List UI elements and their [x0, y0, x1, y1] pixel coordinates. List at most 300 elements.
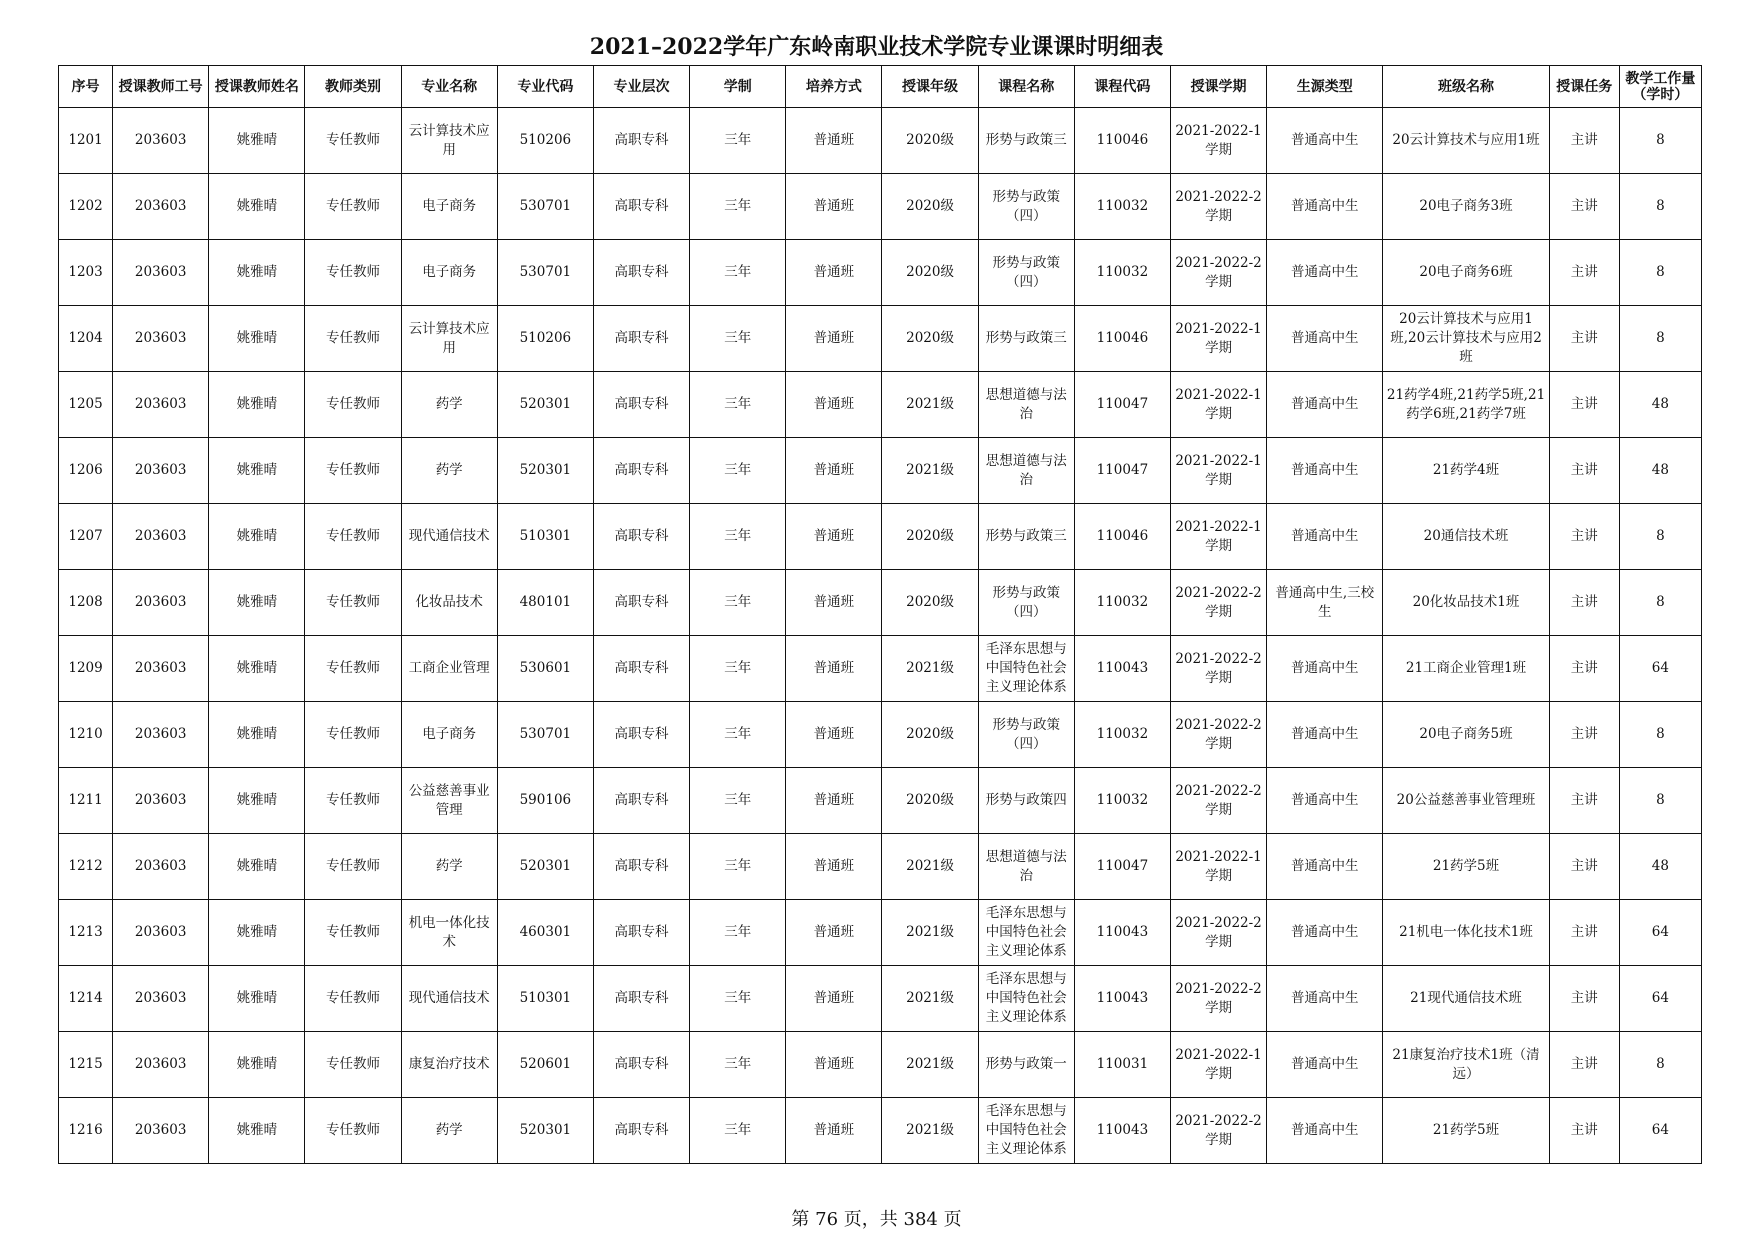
cell-major-code-text: 510301 [519, 528, 572, 544]
cell-teacher-id-text: 203603 [134, 330, 187, 346]
cell-course-code [1074, 108, 1170, 174]
cell-major-code-text: 510206 [519, 330, 572, 346]
cell-course-code-text: 110031 [1096, 1056, 1149, 1072]
cell-seq-text: 1202 [68, 198, 103, 214]
cell-course-code [1074, 834, 1170, 900]
cell-grade [882, 570, 978, 636]
cell-teacher-type-text: 专任教师 [326, 1122, 381, 1138]
cell-level-text: 高职专科 [614, 198, 669, 214]
table-row [59, 438, 1702, 504]
cell-workload [1619, 570, 1701, 636]
cell-task [1549, 768, 1619, 834]
cell-major-code [497, 306, 593, 372]
cell-task [1549, 504, 1619, 570]
cell-training-mode-text: 普通班 [813, 528, 855, 544]
cell-seq-text: 1216 [68, 1122, 103, 1138]
cell-class-name-text: 20电子商务3班 [1419, 198, 1513, 214]
cell-teacher-name [209, 504, 305, 570]
cell-workload-text: 8 [1656, 198, 1665, 214]
cell-workload [1619, 504, 1701, 570]
cell-level [593, 570, 689, 636]
cell-student-source-text: 普通高中生 [1291, 660, 1359, 676]
cell-teacher-id-text: 203603 [134, 990, 187, 1006]
cell-semester-text: 2021-2022-2学期 [1175, 188, 1262, 224]
cell-course-name-text: 形势与政策（四） [992, 188, 1060, 224]
cell-course-code [1074, 504, 1170, 570]
cell-course-name-text: 形势与政策三 [985, 330, 1067, 346]
cell-level-text: 高职专科 [614, 462, 669, 478]
cell-semester [1170, 108, 1266, 174]
cell-teacher-id [113, 372, 209, 438]
cell-seq [59, 966, 113, 1032]
cell-major-name-text: 药学 [435, 858, 463, 874]
cell-level-text: 高职专科 [614, 1122, 669, 1138]
cell-workload-text: 48 [1651, 858, 1669, 874]
cell-teacher-name-text: 姚雅晴 [236, 198, 278, 214]
header-teacher-id: 授课教师工号 [113, 66, 209, 108]
cell-level-text: 高职专科 [614, 594, 669, 610]
cell-course-name-text: 形势与政策一 [985, 1056, 1067, 1072]
cell-student-source-text: 普通高中生 [1291, 1056, 1359, 1072]
cell-duration [690, 504, 786, 570]
cell-teacher-id [113, 834, 209, 900]
table-row [59, 834, 1702, 900]
cell-teacher-type [305, 636, 401, 702]
cell-task-text: 主讲 [1570, 198, 1598, 214]
cell-teacher-type-text: 专任教师 [326, 990, 381, 1006]
cell-major-code-text: 460301 [519, 924, 572, 940]
cell-duration [690, 240, 786, 306]
cell-training-mode [786, 174, 882, 240]
cell-class-name [1383, 834, 1549, 900]
header-training-mode: 培养方式 [786, 66, 882, 108]
cell-semester-text: 2021-2022-1学期 [1175, 122, 1262, 158]
table-row [59, 108, 1702, 174]
header-semester: 授课学期 [1170, 66, 1266, 108]
cell-seq-text: 1211 [68, 792, 103, 808]
cell-level-text: 高职专科 [614, 924, 669, 940]
cell-teacher-id [113, 570, 209, 636]
cell-training-mode [786, 834, 882, 900]
cell-training-mode [786, 108, 882, 174]
cell-training-mode-text: 普通班 [813, 330, 855, 346]
cell-teacher-type [305, 306, 401, 372]
table-row [59, 1032, 1702, 1098]
cell-class-name [1383, 1098, 1549, 1164]
header-class-name: 班级名称 [1383, 66, 1549, 108]
cell-major-name [401, 306, 497, 372]
cell-course-name-text: 形势与政策（四） [992, 254, 1060, 290]
cell-teacher-type-text: 专任教师 [326, 132, 381, 148]
cell-major-name [401, 570, 497, 636]
cell-grade-text: 2021级 [906, 1056, 954, 1072]
cell-teacher-id [113, 1032, 209, 1098]
cell-seq [59, 372, 113, 438]
cell-training-mode-text: 普通班 [813, 264, 855, 280]
cell-seq-text: 1205 [68, 396, 103, 412]
cell-training-mode-text: 普通班 [813, 924, 855, 940]
cell-student-source-text: 普通高中生 [1291, 132, 1359, 148]
page-title: 2021–2022学年广东岭南职业技术学院专业课课时明细表 [589, 34, 1164, 60]
cell-workload [1619, 1032, 1701, 1098]
header-course-code: 课程代码 [1074, 66, 1170, 108]
cell-teacher-name-text: 姚雅晴 [236, 990, 278, 1006]
cell-teacher-type-text: 专任教师 [326, 1056, 381, 1072]
cell-grade-text: 2021级 [906, 396, 954, 412]
cell-teacher-name-text: 姚雅晴 [236, 396, 278, 412]
cell-duration-text: 三年 [724, 132, 752, 148]
cell-teacher-type [305, 1098, 401, 1164]
cell-task-text: 主讲 [1570, 528, 1598, 544]
cell-course-code-text: 110046 [1096, 528, 1149, 544]
cell-teacher-type [305, 966, 401, 1032]
cell-teacher-name-text: 姚雅晴 [236, 528, 278, 544]
cell-level-text: 高职专科 [614, 132, 669, 148]
cell-course-code [1074, 768, 1170, 834]
cell-grade [882, 834, 978, 900]
cell-semester [1170, 174, 1266, 240]
cell-class-name [1383, 438, 1549, 504]
cell-student-source-text: 普通高中生 [1291, 396, 1359, 412]
cell-major-name-text: 电子商务 [422, 198, 477, 214]
cell-teacher-id-text: 203603 [134, 792, 187, 808]
cell-course-name [978, 768, 1074, 834]
cell-major-name-text: 药学 [435, 1122, 463, 1138]
cell-class-name [1383, 504, 1549, 570]
cell-level [593, 240, 689, 306]
cell-teacher-name-text: 姚雅晴 [236, 858, 278, 874]
cell-training-mode [786, 768, 882, 834]
cell-teacher-id [113, 108, 209, 174]
cell-major-name [401, 636, 497, 702]
cell-teacher-name [209, 1098, 305, 1164]
table-row [59, 900, 1702, 966]
cell-level-text: 高职专科 [614, 528, 669, 544]
cell-teacher-type-text: 专任教师 [326, 198, 381, 214]
cell-grade [882, 372, 978, 438]
cell-training-mode [786, 306, 882, 372]
cell-course-name [978, 240, 1074, 306]
cell-major-name-text: 公益慈善事业管理 [408, 782, 490, 818]
cell-workload [1619, 768, 1701, 834]
cell-seq-text: 1204 [68, 330, 103, 346]
cell-teacher-name-text: 姚雅晴 [236, 462, 278, 478]
cell-major-name-text: 药学 [435, 396, 463, 412]
cell-duration-text: 三年 [724, 924, 752, 940]
cell-task [1549, 570, 1619, 636]
cell-task-text: 主讲 [1570, 792, 1598, 808]
cell-grade [882, 768, 978, 834]
table-body [59, 108, 1702, 1164]
cell-semester [1170, 438, 1266, 504]
cell-training-mode [786, 1098, 882, 1164]
cell-major-code-text: 530701 [519, 264, 572, 280]
cell-teacher-type-text: 专任教师 [326, 858, 381, 874]
cell-level [593, 504, 689, 570]
cell-major-code-text: 590106 [519, 792, 572, 808]
cell-course-name [978, 306, 1074, 372]
cell-teacher-type [305, 240, 401, 306]
cell-class-name [1383, 174, 1549, 240]
cell-teacher-id-text: 203603 [134, 1056, 187, 1072]
table-row [59, 174, 1702, 240]
cell-teacher-type [305, 108, 401, 174]
cell-student-source-text: 普通高中生,三校生 [1275, 584, 1375, 620]
cell-teacher-id-text: 203603 [134, 264, 187, 280]
cell-teacher-type [305, 702, 401, 768]
cell-task-text: 主讲 [1570, 462, 1598, 478]
cell-seq-text: 1201 [68, 132, 103, 148]
cell-grade-text: 2020级 [906, 264, 954, 280]
cell-grade [882, 240, 978, 306]
cell-training-mode-text: 普通班 [813, 396, 855, 412]
cell-course-name [978, 702, 1074, 768]
cell-course-name [978, 1032, 1074, 1098]
cell-duration-text: 三年 [724, 660, 752, 676]
cell-training-mode-text: 普通班 [813, 660, 855, 676]
cell-task [1549, 966, 1619, 1032]
cell-teacher-id [113, 966, 209, 1032]
cell-course-code-text: 110047 [1096, 858, 1149, 874]
cell-student-source [1267, 108, 1383, 174]
cell-teacher-type-text: 专任教师 [326, 396, 381, 412]
cell-course-code-text: 110043 [1096, 990, 1149, 1006]
header-task: 授课任务 [1549, 66, 1619, 108]
header-course-name: 课程名称 [978, 66, 1074, 108]
cell-level-text: 高职专科 [614, 1056, 669, 1072]
table-row [59, 966, 1702, 1032]
cell-semester-text: 2021-2022-2学期 [1175, 980, 1262, 1016]
page-footer: 第 76 页，共 384 页 [791, 1209, 962, 1230]
cell-class-name [1383, 372, 1549, 438]
cell-duration-text: 三年 [724, 330, 752, 346]
cell-student-source [1267, 636, 1383, 702]
cell-teacher-id-text: 203603 [134, 726, 187, 742]
cell-teacher-type [305, 372, 401, 438]
cell-grade [882, 636, 978, 702]
header-major-name: 专业名称 [401, 66, 497, 108]
cell-major-name-text: 工商企业管理 [408, 660, 490, 676]
cell-grade [882, 1098, 978, 1164]
cell-workload [1619, 834, 1701, 900]
cell-teacher-id-text: 203603 [134, 396, 187, 412]
cell-teacher-type-text: 专任教师 [326, 462, 381, 478]
cell-teacher-name [209, 372, 305, 438]
cell-class-name [1383, 108, 1549, 174]
cell-course-name [978, 900, 1074, 966]
cell-major-code [497, 504, 593, 570]
cell-course-code [1074, 702, 1170, 768]
cell-teacher-id-text: 203603 [134, 660, 187, 676]
cell-major-code [497, 438, 593, 504]
cell-teacher-type-text: 专任教师 [326, 660, 381, 676]
cell-course-code [1074, 900, 1170, 966]
cell-duration [690, 108, 786, 174]
cell-teacher-id [113, 504, 209, 570]
cell-training-mode [786, 636, 882, 702]
cell-course-code-text: 110047 [1096, 396, 1149, 412]
cell-teacher-id-text: 203603 [134, 924, 187, 940]
cell-level [593, 636, 689, 702]
cell-class-name [1383, 570, 1549, 636]
cell-course-code-text: 110043 [1096, 660, 1149, 676]
cell-grade-text: 2020级 [906, 594, 954, 610]
cell-training-mode [786, 702, 882, 768]
cell-workload-text: 8 [1656, 792, 1665, 808]
cell-semester-text: 2021-2022-1学期 [1175, 386, 1262, 422]
cell-course-name-text: 思想道德与法治 [985, 452, 1067, 488]
cell-task [1549, 240, 1619, 306]
cell-student-source-text: 普通高中生 [1291, 198, 1359, 214]
cell-major-code-text: 530701 [519, 198, 572, 214]
cell-task-text: 主讲 [1570, 1056, 1598, 1072]
cell-level-text: 高职专科 [614, 330, 669, 346]
cell-teacher-id [113, 240, 209, 306]
cell-teacher-id [113, 1098, 209, 1164]
cell-class-name-text: 20化妆品技术1班 [1412, 594, 1520, 610]
cell-task [1549, 834, 1619, 900]
cell-teacher-id [113, 768, 209, 834]
cell-duration-text: 三年 [724, 462, 752, 478]
cell-course-code [1074, 1032, 1170, 1098]
cell-major-code-text: 480101 [519, 594, 572, 610]
cell-semester [1170, 372, 1266, 438]
cell-semester-text: 2021-2022-1学期 [1175, 1046, 1262, 1082]
cell-grade [882, 1032, 978, 1098]
cell-student-source [1267, 438, 1383, 504]
cell-semester-text: 2021-2022-2学期 [1175, 1112, 1262, 1148]
cell-teacher-type [305, 438, 401, 504]
cell-seq [59, 834, 113, 900]
cell-teacher-type-text: 专任教师 [326, 594, 381, 610]
cell-duration-text: 三年 [724, 726, 752, 742]
cell-training-mode-text: 普通班 [813, 594, 855, 610]
cell-major-code [497, 570, 593, 636]
cell-grade [882, 900, 978, 966]
cell-major-name-text: 云计算技术应用 [408, 320, 490, 356]
cell-major-code [497, 702, 593, 768]
cell-seq-text: 1203 [68, 264, 103, 280]
cell-grade [882, 108, 978, 174]
cell-duration [690, 306, 786, 372]
cell-major-name-text: 云计算技术应用 [408, 122, 490, 158]
cell-semester [1170, 1098, 1266, 1164]
cell-course-code [1074, 372, 1170, 438]
cell-teacher-id [113, 306, 209, 372]
cell-teacher-id-text: 203603 [134, 858, 187, 874]
cell-class-name-text: 21现代通信技术班 [1410, 990, 1522, 1006]
cell-teacher-id [113, 702, 209, 768]
table-row [59, 372, 1702, 438]
cell-teacher-type-text: 专任教师 [326, 726, 381, 742]
cell-student-source-text: 普通高中生 [1291, 792, 1359, 808]
cell-teacher-name [209, 636, 305, 702]
cell-major-code-text: 530701 [519, 726, 572, 742]
cell-teacher-name-text: 姚雅晴 [236, 264, 278, 280]
cell-workload [1619, 108, 1701, 174]
cell-student-source [1267, 174, 1383, 240]
cell-workload [1619, 900, 1701, 966]
cell-level [593, 306, 689, 372]
cell-teacher-id [113, 636, 209, 702]
cell-class-name [1383, 702, 1549, 768]
cell-level-text: 高职专科 [614, 726, 669, 742]
cell-teacher-name-text: 姚雅晴 [236, 792, 278, 808]
cell-grade [882, 438, 978, 504]
cell-course-name-text: 思想道德与法治 [985, 386, 1067, 422]
cell-course-name-text: 毛泽东思想与中国特色社会主义理论体系 [985, 971, 1067, 1025]
cell-major-code [497, 240, 593, 306]
cell-course-name-text: 形势与政策三 [985, 132, 1067, 148]
cell-seq [59, 108, 113, 174]
cell-task-text: 主讲 [1570, 264, 1598, 280]
cell-seq-text: 1208 [68, 594, 103, 610]
cell-grade [882, 966, 978, 1032]
cell-teacher-name [209, 438, 305, 504]
cell-seq [59, 636, 113, 702]
cell-task [1549, 372, 1619, 438]
header-grade: 授课年级 [882, 66, 978, 108]
cell-student-source [1267, 306, 1383, 372]
cell-seq [59, 1032, 113, 1098]
cell-training-mode-text: 普通班 [813, 462, 855, 478]
cell-teacher-id-text: 203603 [134, 528, 187, 544]
cell-semester [1170, 240, 1266, 306]
cell-duration-text: 三年 [724, 1122, 752, 1138]
cell-task [1549, 702, 1619, 768]
cell-level [593, 174, 689, 240]
cell-duration-text: 三年 [724, 1056, 752, 1072]
cell-seq [59, 504, 113, 570]
cell-semester [1170, 306, 1266, 372]
cell-major-name [401, 1032, 497, 1098]
cell-major-name-text: 电子商务 [422, 264, 477, 280]
cell-grade-text: 2020级 [906, 792, 954, 808]
cell-student-source-text: 普通高中生 [1291, 330, 1359, 346]
table-row [59, 768, 1702, 834]
cell-level [593, 372, 689, 438]
cell-grade-text: 2021级 [906, 924, 954, 940]
cell-major-code [497, 966, 593, 1032]
cell-training-mode-text: 普通班 [813, 990, 855, 1006]
cell-level [593, 900, 689, 966]
cell-course-code-text: 110032 [1096, 264, 1149, 280]
cell-task [1549, 636, 1619, 702]
cell-workload-text: 64 [1651, 1122, 1669, 1138]
cell-workload-text: 8 [1656, 330, 1665, 346]
cell-course-name [978, 636, 1074, 702]
cell-course-code-text: 110046 [1096, 132, 1149, 148]
cell-student-source [1267, 834, 1383, 900]
cell-level [593, 108, 689, 174]
cell-duration-text: 三年 [724, 792, 752, 808]
cell-task [1549, 900, 1619, 966]
cell-major-code [497, 1098, 593, 1164]
cell-teacher-name-text: 姚雅晴 [236, 726, 278, 742]
cell-student-source-text: 普通高中生 [1291, 528, 1359, 544]
cell-course-code [1074, 966, 1170, 1032]
header-duration: 学制 [690, 66, 786, 108]
cell-major-code [497, 1032, 593, 1098]
cell-grade-text: 2021级 [906, 990, 954, 1006]
cell-major-name [401, 966, 497, 1032]
cell-level-text: 高职专科 [614, 792, 669, 808]
cell-grade-text: 2021级 [906, 1122, 954, 1138]
cell-teacher-name-text: 姚雅晴 [236, 924, 278, 940]
cell-course-code [1074, 636, 1170, 702]
cell-duration-text: 三年 [724, 396, 752, 412]
cell-teacher-name [209, 240, 305, 306]
